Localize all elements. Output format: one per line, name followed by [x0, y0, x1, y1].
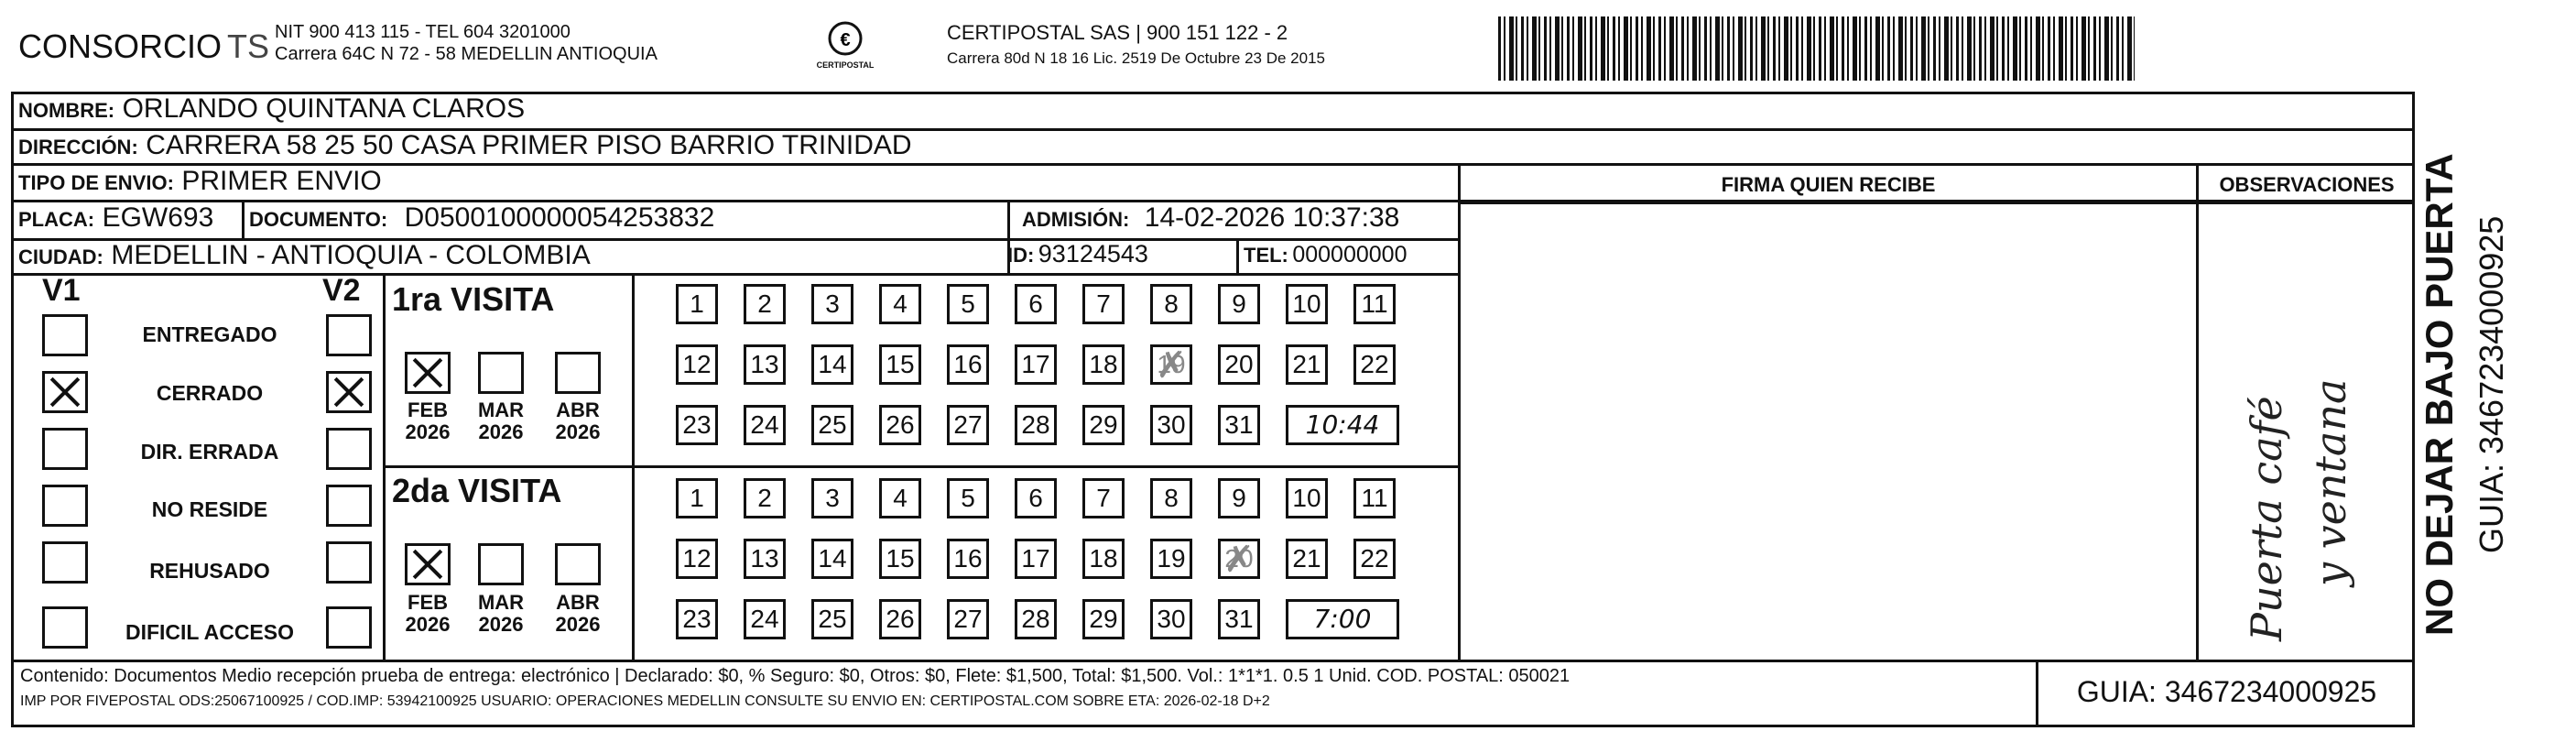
documento-value: D0500100000054253832 — [404, 202, 715, 233]
visit1-day[interactable]: 28 — [1015, 405, 1057, 445]
visit2-month-abr-checkbox[interactable] — [555, 543, 601, 585]
nombre-value: ORLANDO QUINTANA CLAROS — [122, 93, 526, 124]
placa-label: PLACA: — [18, 208, 95, 231]
side-no-dejar-bajo-puerta: NO DEJAR BAJO PUERTA — [2418, 153, 2461, 636]
admision-label: ADMISIÓN: — [1022, 208, 1130, 231]
tipo-envio-label: TIPO DE ENVIO: — [18, 171, 174, 194]
documento-label: DOCUMENTO: — [249, 208, 388, 231]
ciudad-row — [18, 240, 591, 271]
visit1-day[interactable]: 20 — [1218, 344, 1260, 385]
visit1-month-abr: ABR 2026 — [555, 398, 601, 443]
visit1-day[interactable]: 9 — [1218, 284, 1260, 324]
nombre-row — [18, 93, 525, 125]
visit2-day[interactable]: 25 — [811, 599, 853, 639]
visit1-day[interactable]: 26 — [879, 405, 921, 445]
v2-header: V2 — [322, 273, 361, 308]
visit1-day[interactable]: 30 — [1150, 405, 1192, 445]
visit1-day[interactable]: 10 — [1286, 284, 1328, 324]
visit2-month-feb-checkbox[interactable] — [405, 543, 451, 585]
visit2-day[interactable]: 26 — [879, 599, 921, 639]
visit1-day[interactable]: 3 — [811, 284, 853, 324]
visit1-month-abr-checkbox[interactable] — [555, 352, 601, 394]
v2-entregado-checkbox[interactable] — [326, 314, 372, 356]
svg-text:€: € — [840, 30, 851, 50]
visit2-day-grid — [676, 478, 1421, 660]
visit1-day[interactable]: 15 — [879, 344, 921, 385]
v1-cerrado-checkbox[interactable] — [42, 371, 88, 413]
v2-dificil-acceso-checkbox[interactable] — [326, 606, 372, 649]
visit2-day[interactable]: 16 — [947, 539, 989, 579]
reason-dificil-acceso: DIFICIL ACCESO — [125, 620, 294, 644]
certipostal-title: CERTIPOSTAL SAS | 900 151 122 - 2 — [947, 21, 1288, 44]
visit1-day[interactable]: 13 — [744, 344, 786, 385]
visit1-day[interactable]: 29 — [1082, 405, 1125, 445]
barcode — [1498, 16, 2135, 81]
visit1-day[interactable]: 6 — [1015, 284, 1057, 324]
v2-rehusado-checkbox[interactable] — [326, 541, 372, 584]
visit2-day[interactable]: 3 — [811, 478, 853, 518]
visit1-title: 1ra VISITA — [392, 280, 555, 318]
reason-dir-errada: DIR. ERRADA — [140, 440, 279, 464]
visit2-day[interactable]: 2 — [744, 478, 786, 518]
visit2-title: 2da VISITA — [392, 472, 562, 509]
ciudad-value: MEDELLIN - ANTIOQUIA - COLOMBIA — [111, 240, 591, 270]
visit2-day[interactable]: 19 — [1150, 539, 1192, 579]
tel-value: 000000000 — [1292, 242, 1408, 267]
visit2-month-mar-checkbox[interactable] — [478, 543, 524, 585]
v1-no-reside-checkbox[interactable] — [42, 485, 88, 527]
visit2-day[interactable]: 21 — [1286, 539, 1328, 579]
visit2-day[interactable]: 11 — [1353, 478, 1396, 518]
observation-handwriting-1: Puerta café — [2242, 396, 2291, 641]
visit2-day-marked[interactable]: 20 ✗ — [1218, 539, 1260, 579]
direccion-label: DIRECCIÓN: — [18, 136, 138, 158]
v2-dir-errada-checkbox[interactable] — [326, 428, 372, 470]
footer-contenido: Contenido: Documentos Medio recepción prueba de entrega: electrónico | Declarado: $0, % Seguro: $0, Otros: $0, Flete: $1,500, Total: $1,500. Vol.: 1*1*1. 0.5 1 Unid. COD. POSTAL: 050021 — [20, 666, 1571, 686]
visit1-month-mar: MAR 2026 — [477, 398, 525, 443]
visit1-day-grid — [676, 284, 1421, 465]
v1-dificil-acceso-checkbox[interactable] — [42, 606, 88, 649]
direccion-value: CARRERA 58 25 50 CASA PRIMER PISO BARRIO TRINIDAD — [146, 130, 912, 160]
visit2-month-abr: ABR 2026 — [555, 591, 601, 636]
tel-label: TEL: — [1244, 244, 1288, 267]
side-guia: GUIA: 3467234000925 — [2473, 215, 2510, 553]
visit2-day[interactable]: 13 — [744, 539, 786, 579]
admision-value: 14-02-2026 10:37:38 — [1144, 202, 1400, 233]
visit2-day[interactable]: 6 — [1015, 478, 1057, 518]
visit1-day[interactable]: 12 — [676, 344, 718, 385]
tipo-envio-value: PRIMER ENVIO — [181, 166, 382, 196]
visit2-day[interactable]: 22 — [1353, 539, 1396, 579]
company-name: CONSORCIO TS — [18, 27, 270, 65]
id-label: ID: — [1007, 244, 1035, 267]
visit1-day[interactable]: 11 — [1353, 284, 1396, 324]
visit1-day[interactable]: 7 — [1082, 284, 1125, 324]
nombre-label: NOMBRE: — [18, 99, 115, 122]
placa-value: EGW693 — [102, 202, 214, 233]
visit2-day[interactable]: 24 — [744, 599, 786, 639]
reason-rehusado: REHUSADO — [149, 559, 270, 583]
reason-entregado: ENTREGADO — [142, 322, 277, 346]
visit2-day[interactable]: 23 — [676, 599, 718, 639]
visit2-time-box[interactable]: 7:00 — [1286, 599, 1399, 639]
visit2-day[interactable]: 17 — [1015, 539, 1057, 579]
visit1-day[interactable]: 21 — [1286, 344, 1328, 385]
visit1-day[interactable]: 5 — [947, 284, 989, 324]
admision-row — [1022, 202, 1399, 234]
footer-imp: IMP POR FIVEPOSTAL ODS:25067100925 / COD.IMP: 53942100925 USUARIO: OPERACIONES MEDELLIN CONSULTE SU ENVIO EN: CERTIPOSTAL.COM SOBRE ETA: 2026-02-18 D+2 — [20, 693, 1270, 709]
company-address: Carrera 64C N 72 - 58 MEDELLIN ANTIOQUIA — [275, 44, 658, 64]
id-value: 93124543 — [1038, 240, 1148, 267]
visit2-day[interactable]: 27 — [947, 599, 989, 639]
certipostal-address: Carrera 80d N 18 16 Lic. 2519 De Octubre 23 De 2015 — [947, 49, 1325, 67]
visit1-day[interactable]: 17 — [1015, 344, 1057, 385]
visit2-day[interactable]: 29 — [1082, 599, 1125, 639]
visit1-day[interactable]: 27 — [947, 405, 989, 445]
visit1-day[interactable]: 31 — [1218, 405, 1260, 445]
tipo-envio-row — [18, 166, 382, 197]
visit2-day[interactable]: 10 — [1286, 478, 1328, 518]
v2-cerrado-checkbox[interactable] — [326, 371, 372, 413]
visit1-month-feb: FEB 2026 — [405, 398, 451, 443]
visit2-day[interactable]: 14 — [811, 539, 853, 579]
visit2-month-feb: FEB 2026 — [405, 591, 451, 636]
v1-entregado-checkbox[interactable] — [42, 314, 88, 356]
reason-cerrado: CERRADO — [156, 381, 264, 405]
visit1-day[interactable]: 18 — [1082, 344, 1125, 385]
footer-guia: GUIA: 3467234000925 — [2076, 675, 2377, 708]
visit1-day[interactable]: 4 — [879, 284, 921, 324]
visit1-day[interactable]: 2 — [744, 284, 786, 324]
placa-row — [18, 202, 213, 234]
v1-header: V1 — [42, 273, 81, 308]
visit1-day[interactable]: 14 — [811, 344, 853, 385]
visit1-month-feb-checkbox[interactable] — [405, 352, 451, 394]
visit2-day[interactable]: 31 — [1218, 599, 1260, 639]
visit2-day[interactable]: 9 — [1218, 478, 1260, 518]
visit1-day[interactable]: 8 — [1150, 284, 1192, 324]
company-nit: NIT 900 413 115 - TEL 604 3201000 — [275, 22, 571, 42]
visit1-month-mar-checkbox[interactable] — [478, 352, 524, 394]
v2-no-reside-checkbox[interactable] — [326, 485, 372, 527]
visit2-day[interactable]: 4 — [879, 478, 921, 518]
firma-header: FIRMA QUIEN RECIBE — [1721, 173, 1936, 196]
observation-handwriting-2: y ventana — [2306, 378, 2355, 586]
visit1-day-marked[interactable]: 19 ✗ — [1150, 344, 1192, 385]
visit1-day[interactable]: 25 — [811, 405, 853, 445]
reason-no-reside: NO RESIDE — [151, 497, 268, 521]
visit2-day[interactable]: 30 — [1150, 599, 1192, 639]
visit1-day[interactable]: 24 — [744, 405, 786, 445]
visit2-month-mar: MAR 2026 — [477, 591, 525, 636]
direccion-row — [18, 130, 912, 161]
visit2-day[interactable]: 18 — [1082, 539, 1125, 579]
visit2-day[interactable]: 1 — [676, 478, 718, 518]
v1-dir-errada-checkbox[interactable] — [42, 428, 88, 470]
visit2-day[interactable]: 12 — [676, 539, 718, 579]
visit2-day[interactable]: 28 — [1015, 599, 1057, 639]
documento-row — [249, 202, 714, 234]
visit1-day[interactable]: 1 — [676, 284, 718, 324]
id-row — [1007, 240, 1148, 268]
v1-rehusado-checkbox[interactable] — [42, 541, 88, 584]
observaciones-header: OBSERVACIONES — [2219, 173, 2395, 196]
tel-row — [1244, 242, 1407, 268]
ciudad-label: CIUDAD: — [18, 246, 103, 268]
visit1-day[interactable]: 23 — [676, 405, 718, 445]
visit2-day[interactable]: 5 — [947, 478, 989, 518]
visit1-day[interactable]: 16 — [947, 344, 989, 385]
certipostal-logo-text: CERTIPOSTAL — [816, 60, 875, 70]
visit1-day[interactable]: 22 — [1353, 344, 1396, 385]
visit2-day[interactable]: 7 — [1082, 478, 1125, 518]
visit1-time-box[interactable]: 10:44 — [1286, 405, 1399, 445]
certipostal-logo-icon — [813, 18, 877, 75]
visit2-day[interactable]: 8 — [1150, 478, 1192, 518]
visit2-day[interactable]: 15 — [879, 539, 921, 579]
